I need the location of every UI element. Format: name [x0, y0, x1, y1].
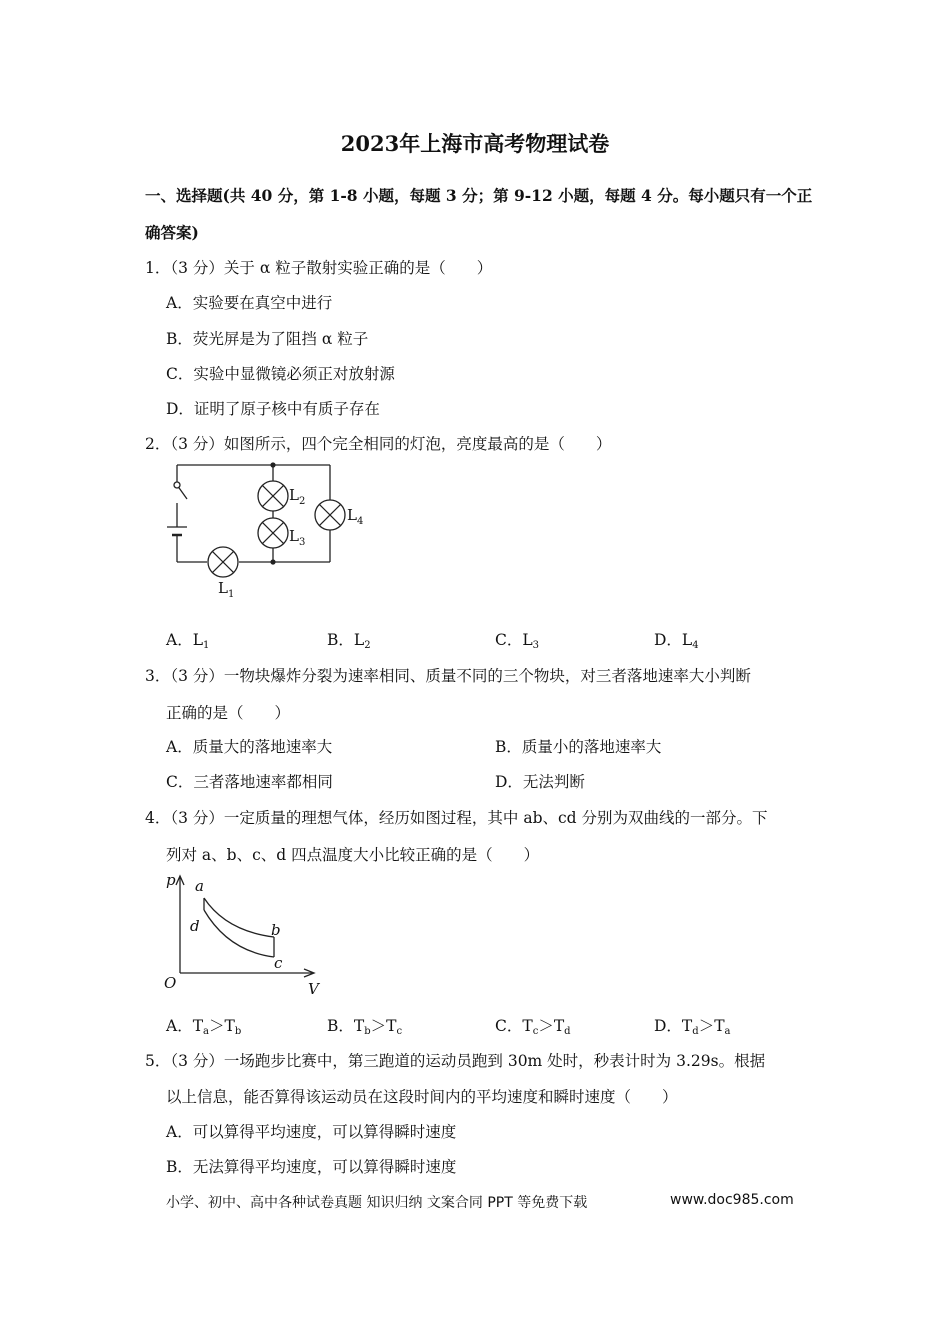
- q3-stem-line2: 正确的是（ ）: [166, 704, 291, 722]
- point-label-b: b: [271, 921, 281, 939]
- q1-option-d: D．证明了原子核中有质子存在: [166, 400, 380, 418]
- axis-label-v: V: [308, 980, 319, 998]
- q2-option-b: B．$L_2$: [327, 631, 371, 651]
- footer-text: 小学、初中、高中各种试卷真题 知识归纳 文案合同 PPT 等免费下载: [166, 1195, 588, 1211]
- q2-stem: 2．（3 分）如图所示，四个完全相同的灯泡，亮度最高的是（ ）: [145, 435, 612, 453]
- section-heading-line1: 一、选择题(共 40 分，第 1-8 小题，每题 3 分；第 9-12 小题，每题 4 分。每小题只有一个正: [145, 186, 813, 205]
- q5-stem-line1: 5．（3 分）一场跑步比赛中，第三跑道的运动员跑到 30m 处时，秒表计时为 3.29s。根据: [145, 1052, 766, 1070]
- q4-option-d: D．$T_d>T_a$: [654, 1017, 731, 1037]
- point-label-a: a: [195, 877, 204, 895]
- q4-stem-line1: 4．（3 分）一定质量的理想气体，经历如图过程，其中 ab、cd 分别为双曲线的一部分。下: [145, 809, 768, 827]
- footer: [166, 1192, 794, 1212]
- axis-label-p: p: [166, 871, 176, 889]
- q4-option-c: C．$T_c>T_d$: [495, 1017, 571, 1037]
- origin-label: O: [164, 974, 177, 992]
- q3-option-d: D．无法判断: [495, 773, 585, 791]
- q3-option-b: B．质量小的落地速率大: [495, 738, 662, 756]
- q2-option-a: A．$L_1$: [166, 631, 210, 651]
- q5-option-b: B．无法算得平均速度，可以算得瞬时速度: [166, 1158, 457, 1176]
- point-label-d: d: [190, 917, 200, 935]
- label-l2: $L_2$: [289, 486, 306, 507]
- q4-option-b: B．$T_b>T_c$: [327, 1017, 403, 1037]
- q5-option-a: A．可以算得平均速度，可以算得瞬时速度: [166, 1123, 457, 1141]
- label-l3: $L_3$: [289, 527, 306, 548]
- pv-diagram: [158, 865, 328, 1000]
- section-heading-line2: 确答案): [145, 223, 199, 242]
- label-l1: $L_1$: [218, 579, 235, 600]
- q2-option-d: D．$L_4$: [654, 631, 699, 651]
- q4-stem-line2: 列对 a、b、c、d 四点温度大小比较正确的是（ ）: [166, 846, 540, 864]
- label-l4: $L_4$: [347, 506, 364, 527]
- q1-option-b: B．荧光屏是为了阻挡 α 粒子: [166, 330, 369, 348]
- q2-option-c: C．$L_3$: [495, 631, 540, 651]
- footer-url[interactable]: www.doc985.com: [670, 1192, 794, 1208]
- point-label-c: c: [274, 954, 283, 972]
- circuit-diagram: [155, 455, 380, 605]
- q1-option-c: C．实验中显微镜必须正对放射源: [166, 365, 395, 383]
- q5-stem-line2: 以上信息，能否算得该运动员在这段时间内的平均速度和瞬时速度（ ）: [166, 1088, 678, 1106]
- q3-stem-line1: 3．（3 分）一物块爆炸分裂为速率相同、质量不同的三个物块，对三者落地速率大小判断: [145, 667, 751, 685]
- q4-option-a: A．$T_a>T_b$: [166, 1017, 242, 1037]
- q3-option-c: C．三者落地速率都相同: [166, 773, 333, 791]
- q1-option-a: A．实验要在真空中进行: [166, 294, 333, 312]
- q3-option-a: A．质量大的落地速率大: [166, 738, 333, 756]
- q1-stem: 1．（3 分）关于 α 粒子散射实验正确的是（ ）: [145, 259, 493, 277]
- page-title: 2023年上海市高考物理试卷: [340, 131, 610, 156]
